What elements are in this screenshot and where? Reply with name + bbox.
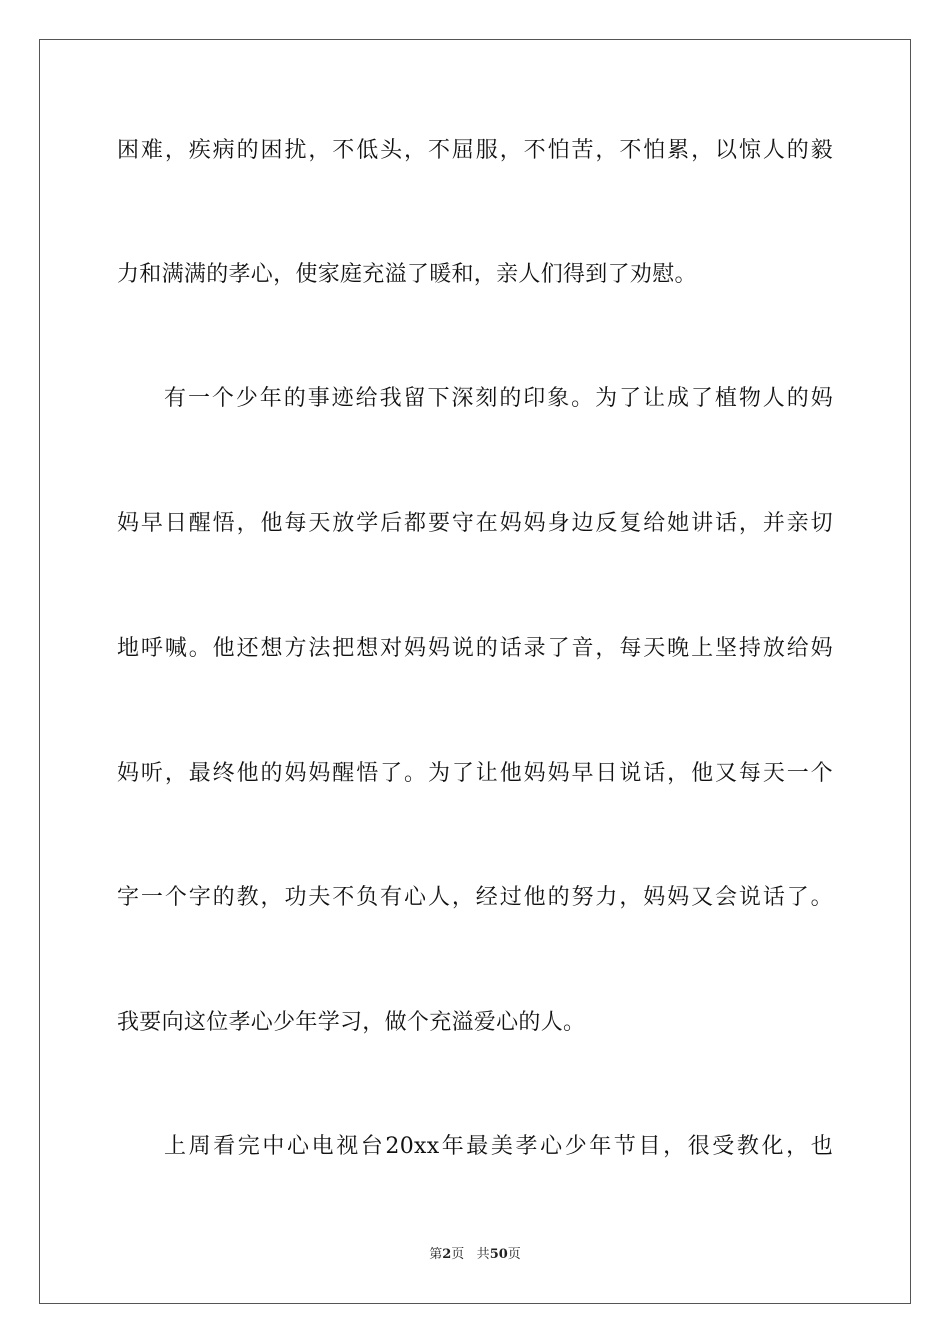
- body-text-line-4: 妈早日醒悟，他每天放学后都要守在妈妈身边反复给她讲话，并亲切: [117, 511, 833, 536]
- page-number: 2: [442, 1247, 452, 1262]
- total-suffix: 页: [507, 1247, 521, 1262]
- total-prefix: 共: [476, 1247, 490, 1262]
- body-text-line-6: 妈听，最终他的妈妈醒悟了。为了让他妈妈早日说话，他又每天一个: [117, 761, 833, 786]
- body-text-line-7: 字一个字的教，功夫不负有心人，经过他的努力，妈妈又会说话了。: [117, 885, 833, 910]
- page-border: [39, 39, 911, 1304]
- total-pages: 50: [489, 1247, 508, 1262]
- body-text-line-8: 我要向这位孝心少年学习，做个充溢爱心的人。: [117, 1010, 586, 1035]
- page-prefix: 第: [429, 1247, 443, 1262]
- page-footer: [0, 1246, 950, 1264]
- body-text-line-2: 力和满满的孝心，使家庭充溢了暖和，亲人们得到了劝慰。: [117, 262, 697, 287]
- body-text-line-9: 上周看完中心电视台20xx年最美孝心少年节目，很受教化，也: [164, 1134, 833, 1159]
- page-suffix: 页: [451, 1247, 465, 1262]
- body-text-line-5: 地呼喊。他还想方法把想对妈妈说的话录了音，每天晚上坚持放给妈: [117, 636, 833, 661]
- body-text-line-1: 困难，疾病的困扰，不低头，不屈服，不怕苦，不怕累，以惊人的毅: [117, 138, 833, 163]
- body-text-line-3: 有一个少年的事迹给我留下深刻的印象。为了让成了植物人的妈: [164, 386, 833, 411]
